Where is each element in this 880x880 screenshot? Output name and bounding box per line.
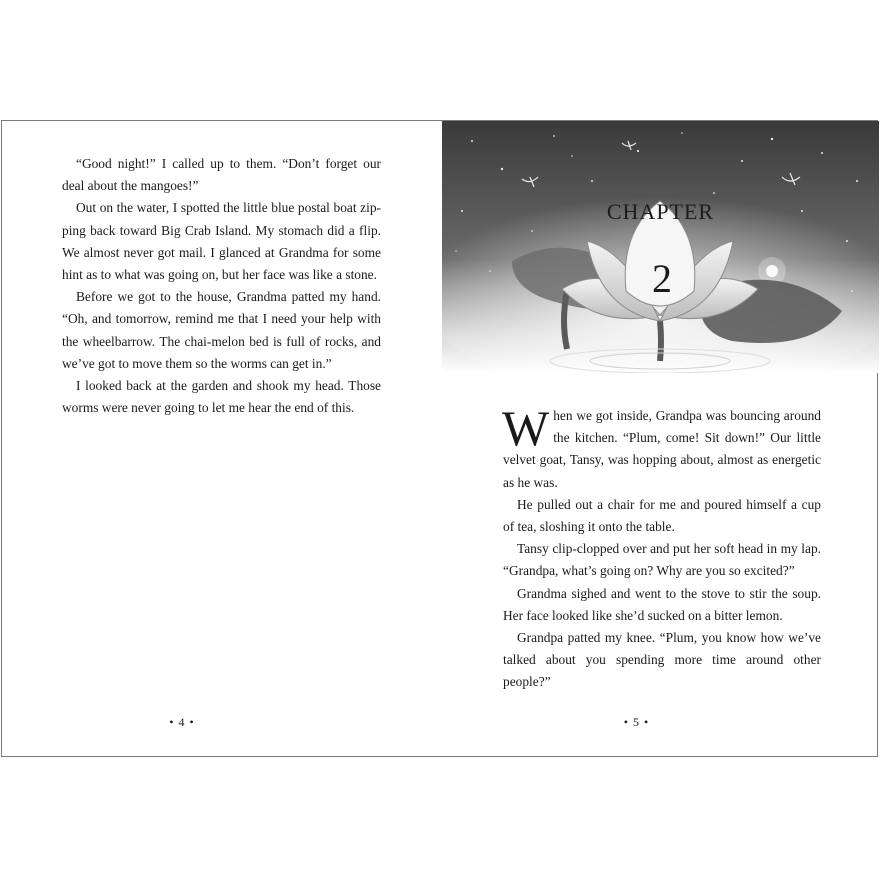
paragraph: Grandpa patted my knee. “Plum, you know how we’ve talked about you spending more time around other people?” bbox=[503, 630, 821, 690]
left-page-text bbox=[62, 153, 381, 419]
book-spread bbox=[1, 120, 878, 757]
paragraph: “Good night!” I called up to them. “Don’t forget our deal about the mangoes!” bbox=[62, 156, 381, 194]
paragraph-first-text: hen we got inside, Grandpa was bouncing around the kitchen. “Plum, come! Sit down!” Our little velvet goat, Tansy, was hopping about, almost as energetic as he was. bbox=[503, 408, 821, 490]
chapter-heading: CHAPTER bbox=[606, 199, 715, 224]
right-page bbox=[442, 121, 879, 756]
chapter-number: 2 bbox=[652, 256, 672, 301]
page-number-right: • 5 • bbox=[623, 715, 650, 729]
paragraph: Out on the water, I spotted the little blue postal boat zipping back toward Big Crab Island. My stomach did a flip. We almost never got mail. I glanced at Grandma for some hint as to what was going on, but her face was like a stone. bbox=[62, 200, 381, 283]
drop-cap: W bbox=[502, 400, 550, 456]
paragraph: He pulled out a chair for me and poured himself a cup of tea, sloshing it onto the table. bbox=[503, 496, 821, 535]
paragraph-first bbox=[502, 400, 821, 494]
paragraph: Grandma sighed and went to the stove to stir the soup. Her face looked like she’d sucked on a bitter lemon. bbox=[503, 585, 821, 623]
paragraph: Tansy clip-clopped over and put her soft head in my lap. “Grandpa, what’s going on? Why are you so excited?” bbox=[503, 541, 821, 579]
right-page-text bbox=[502, 400, 821, 694]
left-page bbox=[2, 121, 442, 756]
paragraph: Before we got to the house, Grandma patted my hand. “Oh, and tomorrow, remind me that I need your help with the wheelbarrow. The chai-melon bed is full of rocks, and we’ve got to move them so the worms can get in.” bbox=[62, 289, 381, 371]
chapter-illustration bbox=[442, 121, 879, 373]
page-number-left: • 4 • bbox=[169, 715, 195, 729]
paragraph: I looked back at the garden and shook my head. Those worms were never going to let me hear the end of this. bbox=[62, 378, 381, 416]
